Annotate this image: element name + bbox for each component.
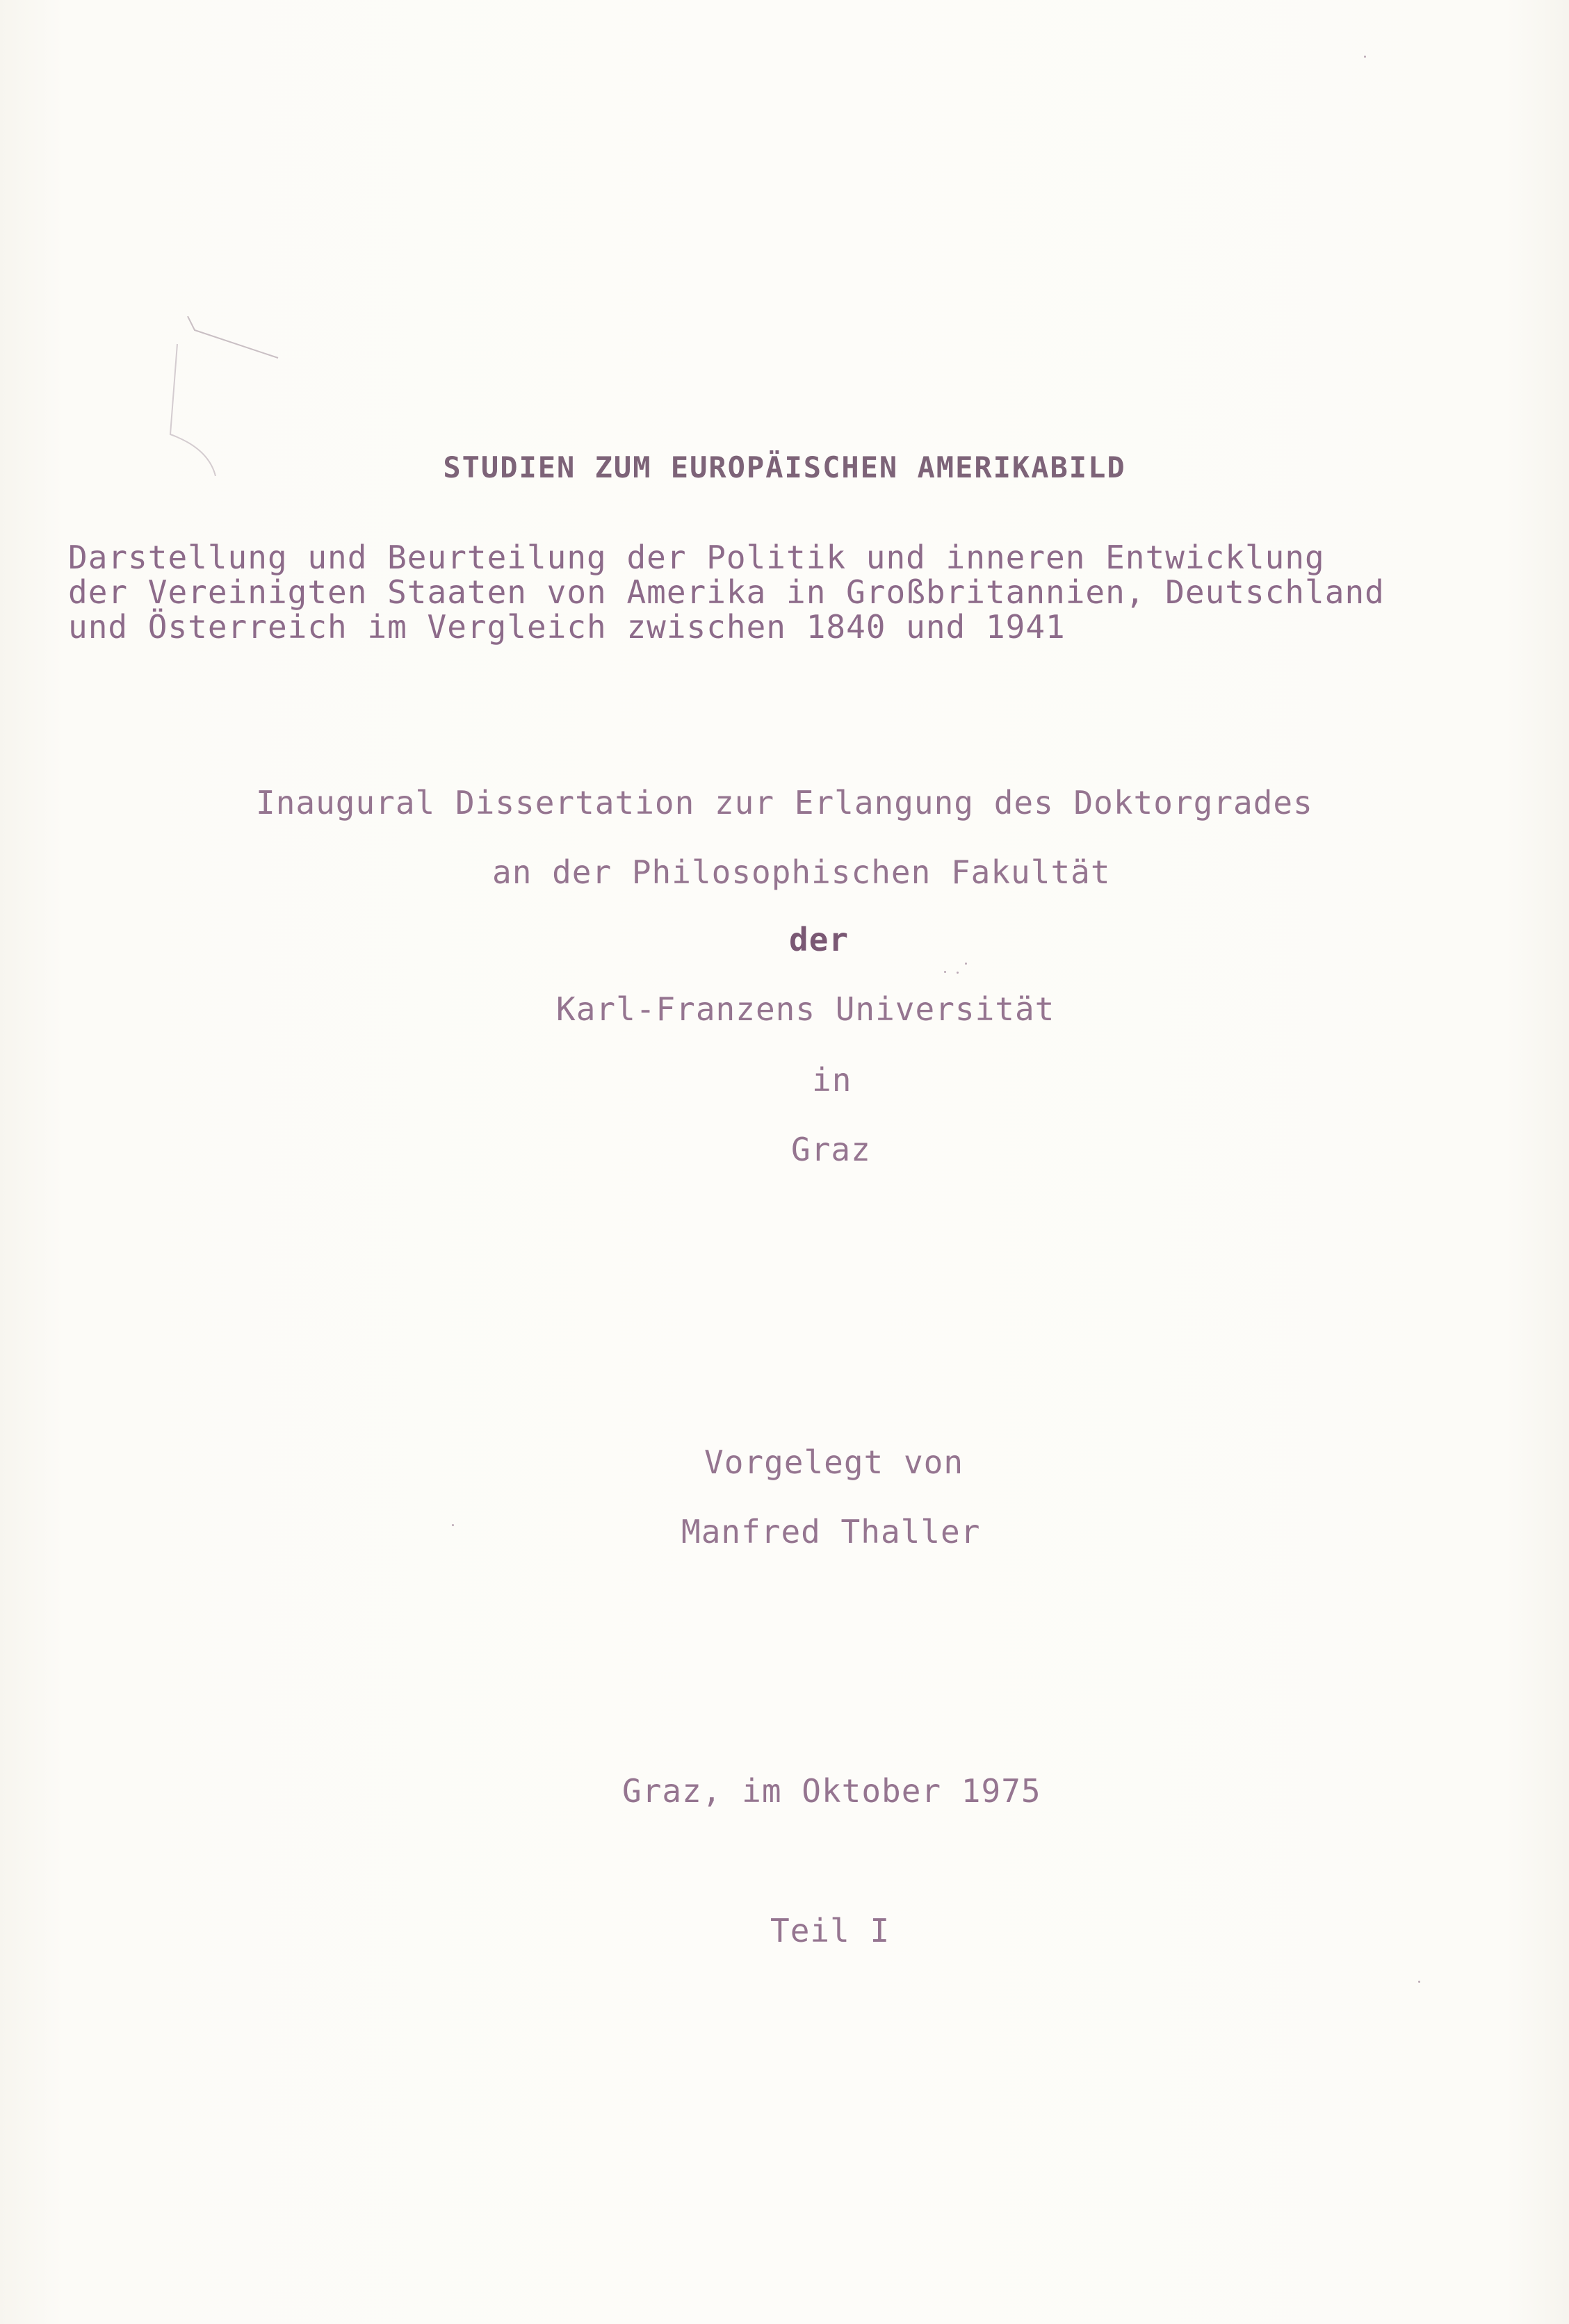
document-title: STUDIEN ZUM EUROPÄISCHEN AMERIKABILD [443, 450, 1126, 484]
ink-speck [965, 963, 967, 965]
ink-speck [1364, 56, 1366, 58]
presented-by: Vorgelegt von [704, 1443, 964, 1481]
subtitle-line-3: und Österreich im Vergleich zwischen 1840 und 1941 [68, 608, 1066, 646]
university-line: Karl-Franzens Universität [556, 990, 1055, 1028]
ink-speck [452, 1524, 454, 1526]
in-line: in [812, 1061, 852, 1099]
subtitle-line-1: Darstellung und Beurteilung der Politik und inneren Entwicklung [68, 539, 1325, 576]
city-line: Graz [791, 1131, 871, 1168]
subtitle-line-2: der Vereinigten Staaten von Amerika in Großbritannien, Deutschland [68, 573, 1385, 611]
ink-speck [1418, 1981, 1420, 1983]
date-line: Graz, im Oktober 1975 [622, 1772, 1041, 1810]
faculty-line: an der Philosophischen Fakultät [492, 853, 1111, 891]
ink-speck [944, 971, 946, 973]
dissertation-line: Inaugural Dissertation zur Erlangung des Doktorgrades [256, 784, 1313, 821]
ink-speck [957, 972, 959, 974]
author-name: Manfred Thaller [681, 1513, 981, 1550]
der-line: der [789, 921, 849, 958]
part-label: Teil I [770, 1912, 891, 1949]
